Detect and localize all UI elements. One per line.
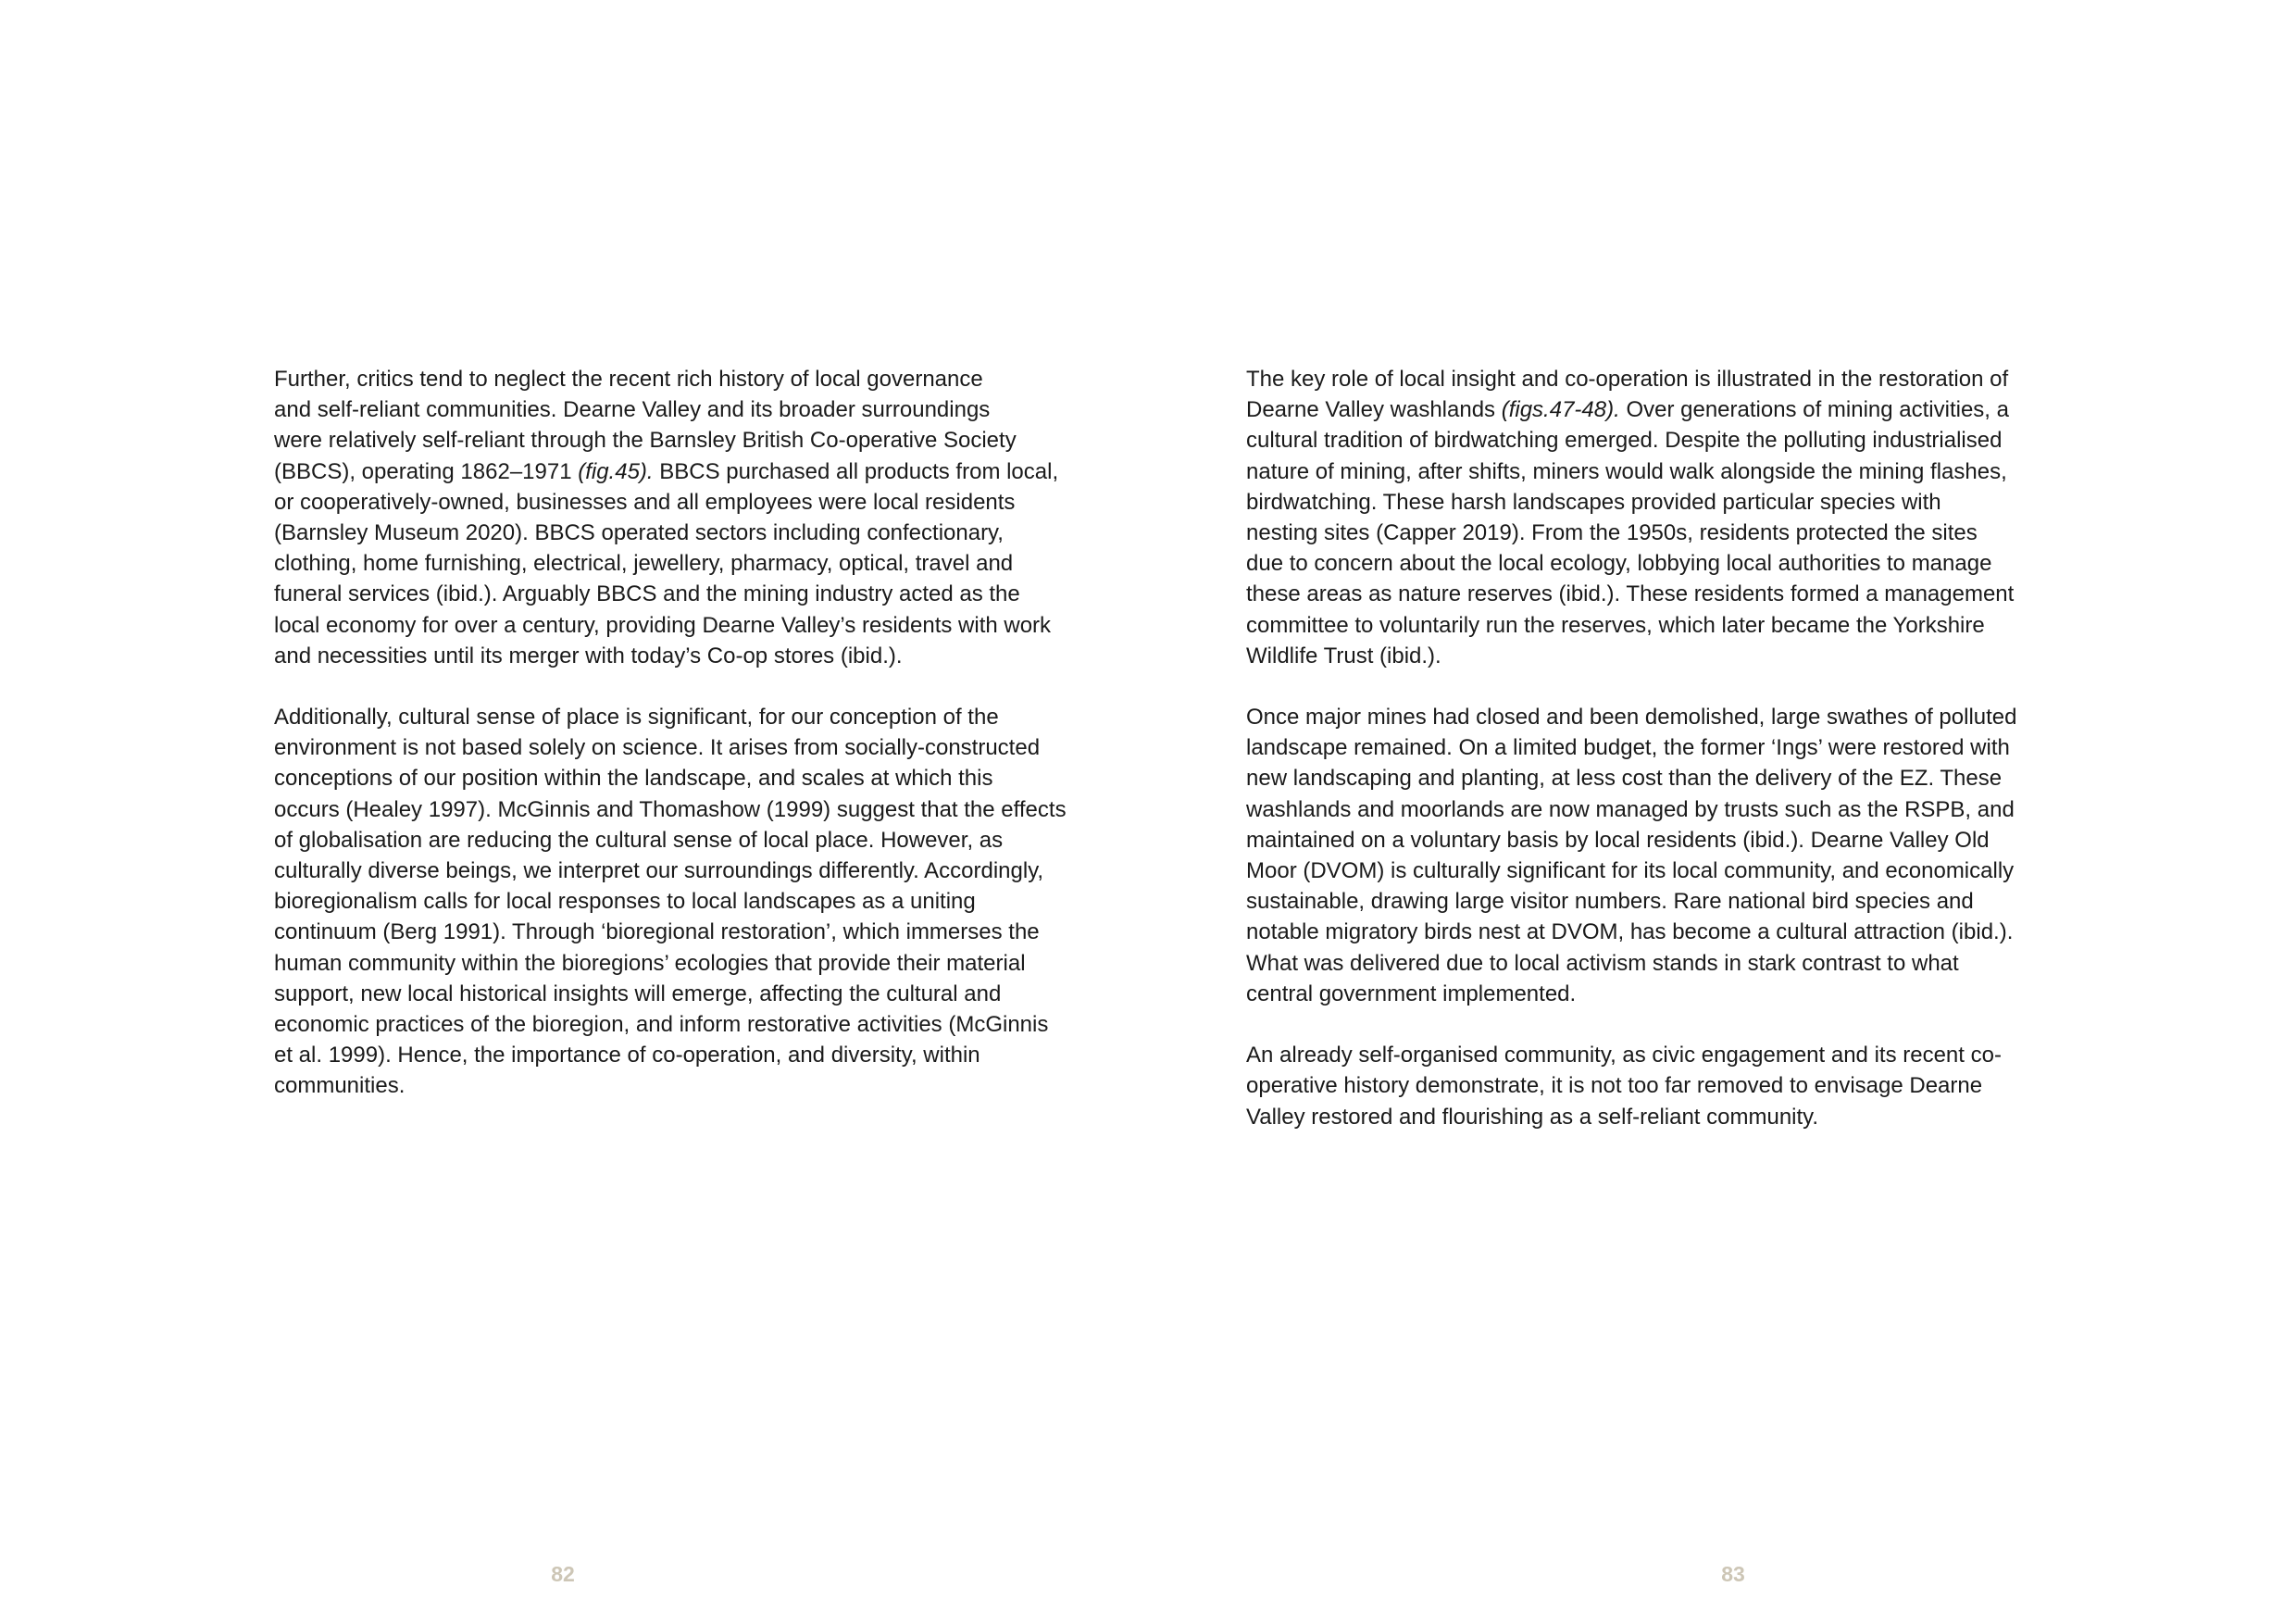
text-line: Moor (DVOM) is culturally significant for its local community, and economically: [1246, 858, 2015, 883]
text-line: committee to voluntarily run the reserves, which later became the Yorkshire: [1246, 612, 1985, 638]
text-line: Wildlife Trust (ibid.).: [1246, 643, 1441, 668]
text-segment: Over generations of mining activities, a: [1619, 397, 2009, 423]
paragraph: [274, 364, 1107, 671]
text-line: were relatively self-reliant through the Barnsley British Co-operative Society: [274, 428, 1017, 454]
text-segment: BBCS purchased all products from local,: [653, 458, 1059, 484]
figure-reference: (fig.45).: [578, 458, 654, 484]
text-line: operative history demonstrate, it is not too far removed to envisage Dearne: [1246, 1073, 1983, 1099]
text-segment: (BBCS), operating 1862–1971: [274, 458, 579, 484]
text-line: Once major mines had closed and been demolished, large swathes of polluted: [1246, 705, 2017, 731]
text-line: occurs (Healey 1997). McGinnis and Thomashow (1999) suggest that the effects: [274, 796, 1067, 822]
right-page: [1148, 0, 2296, 1624]
text-line: culturally diverse beings, we interpret our surroundings differently. Accordingly,: [274, 858, 1044, 883]
text-line: conceptions of our position within the landscape, and scales at which this: [274, 766, 993, 792]
text-line: et al. 1999). Hence, the importance of co-operation, and diversity, within: [274, 1043, 980, 1068]
page-number: 82: [551, 1562, 575, 1586]
text-line: [274, 456, 1107, 487]
text-line: and self-reliant communities. Dearne Valley and its broader surroundings: [274, 397, 991, 423]
text-line: sustainable, drawing large visitor numbers. Rare national bird species and: [1246, 889, 1974, 915]
text-line: economic practices of the bioregion, and inform restorative activities (McGinnis: [274, 1011, 1049, 1037]
text-line: local economy for over a century, providing Dearne Valley’s residents with work: [274, 612, 1052, 638]
text-line: (Barnsley Museum 2020). BBCS operated sectors including confectionary,: [274, 519, 1004, 545]
text-line: clothing, home furnishing, electrical, jewellery, pharmacy, optical, travel and: [274, 551, 1014, 577]
text-line: communities.: [274, 1073, 406, 1099]
text-line: maintained on a voluntary basis by local residents (ibid.). Dearne Valley Old: [1246, 827, 1990, 853]
text-line: due to concern about the local ecology, lobbying local authorities to manage: [1246, 551, 1992, 577]
text-segment: Dearne Valley washlands: [1246, 397, 1502, 423]
text-line: human community within the bioregions’ ecologies that provide their material: [274, 950, 1026, 976]
text-line: environment is not based solely on science. It arises from socially-constructed: [274, 735, 1041, 761]
right-page-body-text: [1246, 364, 2079, 1163]
text-line: What was delivered due to local activism stands in stark contrast to what: [1246, 950, 1959, 976]
text-line: funeral services (ibid.). Arguably BBCS and the mining industry acted as the: [274, 581, 1020, 607]
paragraph: [1246, 364, 2079, 671]
text-line: An already self-organised community, as civic engagement and its recent co-: [1246, 1043, 2002, 1068]
text-line: The key role of local insight and co-operation is illustrated in the restoration of: [1246, 367, 2009, 392]
text-line: new landscaping and planting, at less cost than the delivery of the EZ. These: [1246, 766, 2003, 792]
text-line: and necessities until its merger with today’s Co-op stores (ibid.).: [274, 643, 903, 668]
text-line: or cooperatively-owned, businesses and all employees were local residents: [274, 489, 1016, 515]
paragraph: [274, 702, 1107, 1101]
text-line: Valley restored and flourishing as a self-reliant community.: [1246, 1104, 1819, 1130]
text-line: washlands and moorlands are now managed by trusts such as the RSPB, and: [1246, 796, 2015, 822]
text-line: support, new local historical insights will emerge, affecting the cultural and: [274, 981, 1002, 1006]
text-line: [1246, 394, 2079, 425]
text-line: landscape remained. On a limited budget, the former ‘Ings’ were restored with: [1246, 735, 2010, 761]
text-line: continuum (Berg 1991). Through ‘bioregional restoration’, which immerses the: [274, 919, 1040, 945]
text-line: these areas as nature reserves (ibid.). These residents formed a management: [1246, 581, 2015, 607]
figure-reference: (figs.47-48).: [1501, 397, 1620, 423]
paragraph: [1246, 1040, 2079, 1132]
text-line: nature of mining, after shifts, miners would walk alongside the mining flashes,: [1246, 458, 2007, 484]
text-line: of globalisation are reducing the cultural sense of local place. However, as: [274, 827, 1004, 853]
text-line: cultural tradition of birdwatching emerged. Despite the polluting industrialised: [1246, 428, 2003, 454]
page-number: 83: [1721, 1562, 1745, 1586]
text-line: Further, critics tend to neglect the recent rich history of local governance: [274, 367, 983, 392]
text-line: central government implemented.: [1246, 981, 1577, 1006]
text-line: bioregionalism calls for local responses to local landscapes as a uniting: [274, 889, 976, 915]
left-page-body-text: [274, 364, 1107, 1132]
text-line: nesting sites (Capper 2019). From the 1950s, residents protected the sites: [1246, 519, 1978, 545]
text-line: notable migratory birds nest at DVOM, has become a cultural attraction (ibid.).: [1246, 919, 2014, 945]
paragraph: [1246, 702, 2079, 1009]
text-line: birdwatching. These harsh landscapes provided particular species with: [1246, 489, 1941, 515]
text-line: Additionally, cultural sense of place is significant, for our conception of the: [274, 705, 999, 731]
